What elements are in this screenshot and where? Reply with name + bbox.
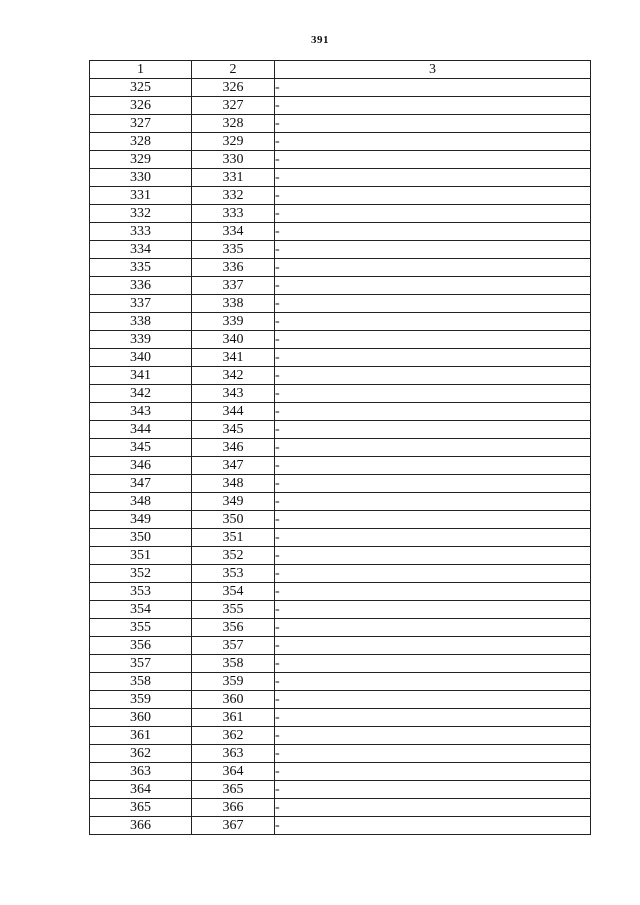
cell-col-3: - (275, 439, 591, 457)
table-row (90, 295, 591, 313)
cell-col-3: - (275, 763, 591, 781)
cell-col-2: 360 (192, 691, 275, 709)
cell-col-2: 338 (192, 295, 275, 313)
table-row (90, 511, 591, 529)
table-row (90, 799, 591, 817)
cell-col-3: - (275, 421, 591, 439)
cell-col-3: - (275, 565, 591, 583)
cell-col-1: 353 (90, 583, 192, 601)
cell-col-1: 335 (90, 259, 192, 277)
table-row (90, 709, 591, 727)
table-row (90, 745, 591, 763)
cell-col-3: - (275, 115, 591, 133)
cell-col-2: 335 (192, 241, 275, 259)
cell-col-2: 362 (192, 727, 275, 745)
table-row (90, 457, 591, 475)
cell-col-2: 355 (192, 601, 275, 619)
table-row (90, 313, 591, 331)
cell-col-2: 331 (192, 169, 275, 187)
table-row (90, 187, 591, 205)
column-header-2: 2 (192, 61, 275, 79)
cell-col-2: 367 (192, 817, 275, 835)
table-row (90, 601, 591, 619)
table-row (90, 547, 591, 565)
cell-col-2: 330 (192, 151, 275, 169)
table-row (90, 583, 591, 601)
cell-col-3: - (275, 277, 591, 295)
cell-col-2: 348 (192, 475, 275, 493)
table-row (90, 655, 591, 673)
table-row (90, 115, 591, 133)
cell-col-2: 343 (192, 385, 275, 403)
table-row (90, 349, 591, 367)
cell-col-3: - (275, 313, 591, 331)
cell-col-3: - (275, 727, 591, 745)
cell-col-2: 349 (192, 493, 275, 511)
table-row (90, 241, 591, 259)
table-row (90, 421, 591, 439)
cell-col-2: 363 (192, 745, 275, 763)
data-table (89, 60, 591, 835)
cell-col-2: 358 (192, 655, 275, 673)
cell-col-1: 351 (90, 547, 192, 565)
cell-col-2: 340 (192, 331, 275, 349)
cell-col-3: - (275, 619, 591, 637)
cell-col-2: 332 (192, 187, 275, 205)
cell-col-1: 327 (90, 115, 192, 133)
cell-col-1: 340 (90, 349, 192, 367)
cell-col-1: 334 (90, 241, 192, 259)
cell-col-3: - (275, 79, 591, 97)
cell-col-3: - (275, 259, 591, 277)
cell-col-2: 342 (192, 367, 275, 385)
table-row (90, 151, 591, 169)
table-row (90, 475, 591, 493)
table-row (90, 637, 591, 655)
table-row (90, 817, 591, 835)
table-header (90, 61, 591, 79)
cell-col-1: 364 (90, 781, 192, 799)
cell-col-1: 339 (90, 331, 192, 349)
table-row (90, 493, 591, 511)
cell-col-3: - (275, 691, 591, 709)
cell-col-2: 333 (192, 205, 275, 223)
cell-col-1: 344 (90, 421, 192, 439)
cell-col-3: - (275, 745, 591, 763)
table-row (90, 259, 591, 277)
cell-col-2: 336 (192, 259, 275, 277)
table-row (90, 673, 591, 691)
cell-col-3: - (275, 295, 591, 313)
cell-col-1: 341 (90, 367, 192, 385)
cell-col-2: 334 (192, 223, 275, 241)
cell-col-3: - (275, 511, 591, 529)
cell-col-3: - (275, 601, 591, 619)
table-row (90, 205, 591, 223)
cell-col-3: - (275, 817, 591, 835)
cell-col-3: - (275, 673, 591, 691)
cell-col-1: 352 (90, 565, 192, 583)
table-row (90, 223, 591, 241)
cell-col-1: 343 (90, 403, 192, 421)
cell-col-1: 349 (90, 511, 192, 529)
table-row (90, 439, 591, 457)
cell-col-3: - (275, 241, 591, 259)
column-header-1: 1 (90, 61, 192, 79)
page-number: 391 (311, 34, 329, 46)
cell-col-3: - (275, 187, 591, 205)
cell-col-1: 357 (90, 655, 192, 673)
cell-col-2: 326 (192, 79, 275, 97)
cell-col-1: 365 (90, 799, 192, 817)
cell-col-2: 344 (192, 403, 275, 421)
cell-col-1: 330 (90, 169, 192, 187)
cell-col-1: 361 (90, 727, 192, 745)
cell-col-1: 326 (90, 97, 192, 115)
cell-col-3: - (275, 493, 591, 511)
cell-col-2: 329 (192, 133, 275, 151)
cell-col-3: - (275, 403, 591, 421)
column-header-3: 3 (275, 61, 591, 79)
cell-col-2: 352 (192, 547, 275, 565)
cell-col-2: 354 (192, 583, 275, 601)
table-row (90, 529, 591, 547)
cell-col-2: 357 (192, 637, 275, 655)
table-row (90, 331, 591, 349)
cell-col-2: 351 (192, 529, 275, 547)
cell-col-2: 361 (192, 709, 275, 727)
cell-col-3: - (275, 367, 591, 385)
table-row (90, 169, 591, 187)
header-row (90, 61, 591, 79)
cell-col-3: - (275, 169, 591, 187)
cell-col-1: 345 (90, 439, 192, 457)
cell-col-2: 364 (192, 763, 275, 781)
cell-col-3: - (275, 133, 591, 151)
table-row (90, 385, 591, 403)
cell-col-1: 328 (90, 133, 192, 151)
table-row (90, 367, 591, 385)
cell-col-1: 359 (90, 691, 192, 709)
cell-col-2: 353 (192, 565, 275, 583)
cell-col-3: - (275, 709, 591, 727)
cell-col-1: 366 (90, 817, 192, 835)
table-row (90, 727, 591, 745)
cell-col-3: - (275, 475, 591, 493)
cell-col-2: 341 (192, 349, 275, 367)
cell-col-1: 362 (90, 745, 192, 763)
cell-col-1: 354 (90, 601, 192, 619)
table-row (90, 781, 591, 799)
table-row (90, 97, 591, 115)
cell-col-2: 359 (192, 673, 275, 691)
cell-col-3: - (275, 223, 591, 241)
cell-col-1: 363 (90, 763, 192, 781)
cell-col-1: 356 (90, 637, 192, 655)
cell-col-3: - (275, 349, 591, 367)
cell-col-1: 337 (90, 295, 192, 313)
table-row (90, 763, 591, 781)
cell-col-3: - (275, 655, 591, 673)
cell-col-1: 329 (90, 151, 192, 169)
cell-col-2: 356 (192, 619, 275, 637)
table-row (90, 691, 591, 709)
cell-col-2: 346 (192, 439, 275, 457)
cell-col-3: - (275, 529, 591, 547)
cell-col-2: 327 (192, 97, 275, 115)
cell-col-2: 347 (192, 457, 275, 475)
cell-col-1: 350 (90, 529, 192, 547)
cell-col-2: 365 (192, 781, 275, 799)
cell-col-2: 339 (192, 313, 275, 331)
table-row (90, 133, 591, 151)
cell-col-1: 358 (90, 673, 192, 691)
table-row (90, 79, 591, 97)
cell-col-1: 347 (90, 475, 192, 493)
cell-col-2: 350 (192, 511, 275, 529)
table-row (90, 565, 591, 583)
cell-col-3: - (275, 457, 591, 475)
table-row (90, 277, 591, 295)
cell-col-1: 333 (90, 223, 192, 241)
cell-col-2: 345 (192, 421, 275, 439)
cell-col-1: 336 (90, 277, 192, 295)
table-row (90, 619, 591, 637)
cell-col-3: - (275, 583, 591, 601)
cell-col-3: - (275, 331, 591, 349)
cell-col-2: 366 (192, 799, 275, 817)
cell-col-1: 332 (90, 205, 192, 223)
cell-col-3: - (275, 97, 591, 115)
cell-col-3: - (275, 385, 591, 403)
cell-col-1: 338 (90, 313, 192, 331)
cell-col-2: 328 (192, 115, 275, 133)
table-body (90, 79, 591, 835)
cell-col-3: - (275, 781, 591, 799)
cell-col-3: - (275, 799, 591, 817)
cell-col-1: 325 (90, 79, 192, 97)
table-row (90, 403, 591, 421)
cell-col-3: - (275, 205, 591, 223)
cell-col-1: 355 (90, 619, 192, 637)
cell-col-1: 348 (90, 493, 192, 511)
cell-col-3: - (275, 151, 591, 169)
cell-col-3: - (275, 637, 591, 655)
cell-col-1: 360 (90, 709, 192, 727)
cell-col-1: 342 (90, 385, 192, 403)
cell-col-2: 337 (192, 277, 275, 295)
cell-col-1: 331 (90, 187, 192, 205)
cell-col-3: - (275, 547, 591, 565)
cell-col-1: 346 (90, 457, 192, 475)
